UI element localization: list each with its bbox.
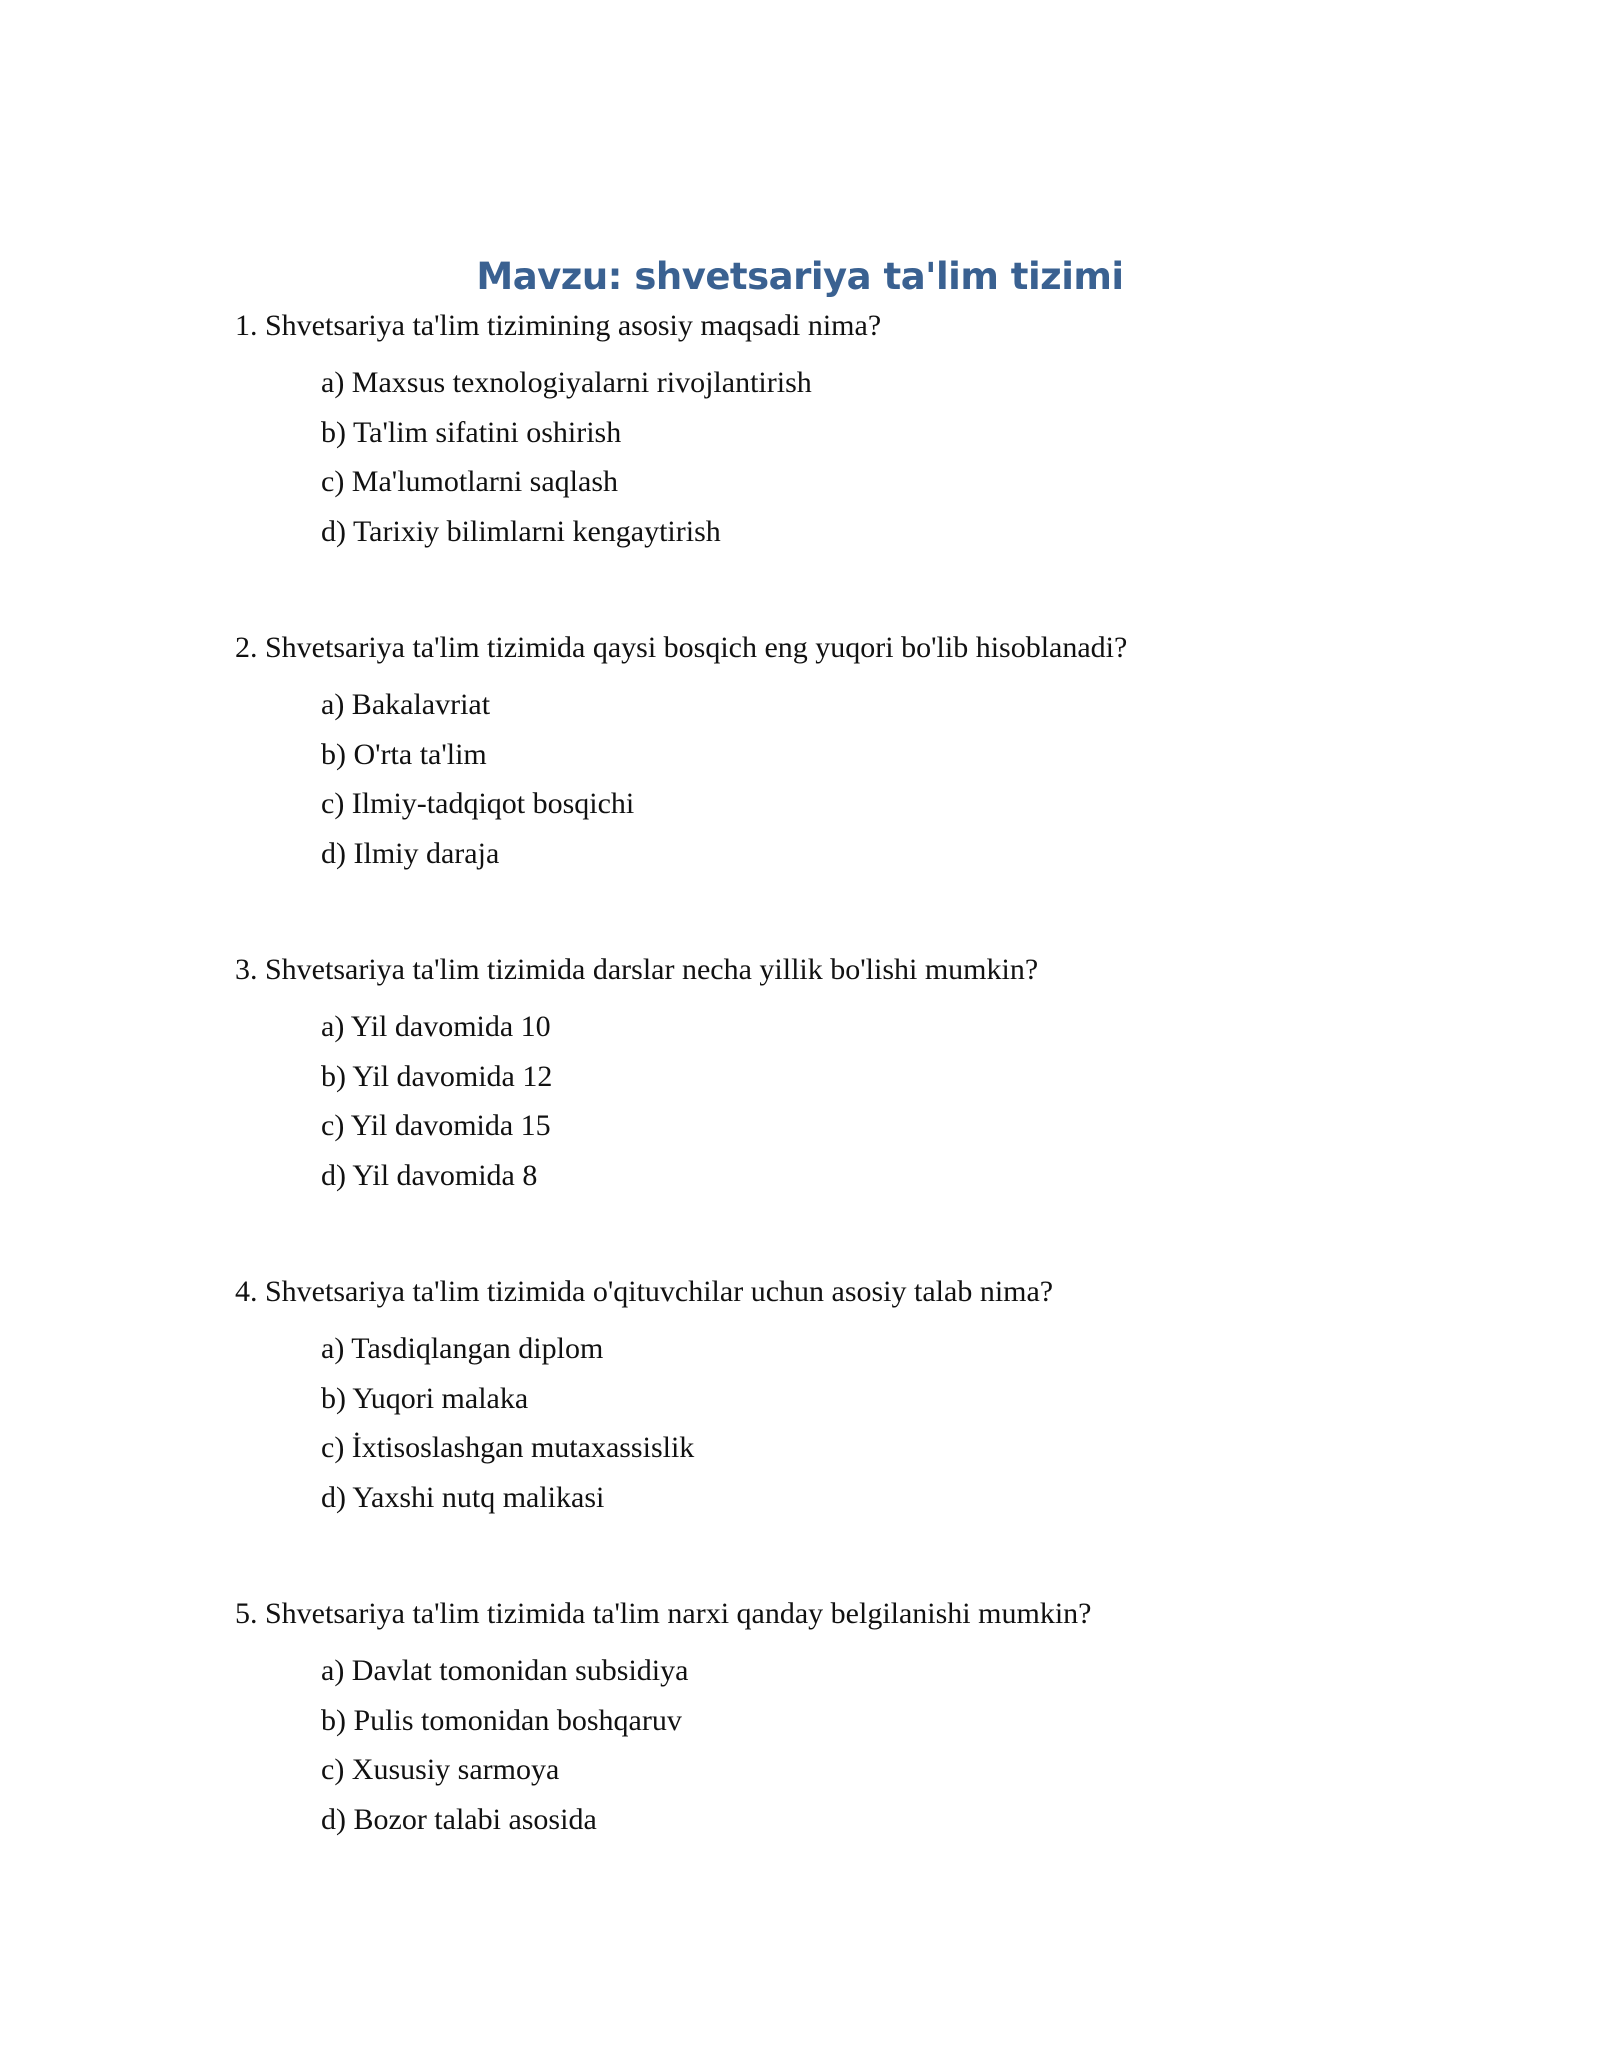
option-d: d) Ilmiy daraja (321, 836, 500, 870)
question-text: 5. Shvetsariya ta'lim tizimida ta'lim narxi qanday belgilanishi mumkin? (235, 1597, 1092, 1630)
question-block (235, 628, 1435, 883)
options-list (321, 1651, 1435, 1840)
option-d: d) Yil davomida 8 (321, 1158, 538, 1192)
option-a: a) Maxsus texnologiyalarni rivojlantirish (321, 366, 812, 399)
question-block (235, 1594, 1435, 1849)
option-b: b) O'rta ta'lim (321, 737, 487, 771)
option-c: c) Yil davomida 15 (321, 1109, 551, 1142)
question-block (235, 950, 1435, 1205)
option-a: a) Tasdiqlangan diplom (321, 1332, 604, 1365)
option-c: c) Xususiy sarmoya (321, 1753, 560, 1786)
option-d: d) Yaxshi nutq malikasi (321, 1480, 605, 1514)
option-b: b) Yil davomida 12 (321, 1059, 553, 1093)
option-a: a) Bakalavriat (321, 688, 491, 721)
option-d: d) Bozor talabi asosida (321, 1802, 597, 1836)
option-b: b) Pulis tomonidan boshqaruv (321, 1703, 682, 1737)
option-a: a) Yil davomida 10 (321, 1010, 551, 1043)
option-b: b) Ta'lim sifatini oshirish (321, 415, 622, 449)
option-c: c) İxtisoslashgan mutaxassislik (321, 1431, 695, 1464)
options-list (321, 685, 1435, 874)
option-c: c) Ma'lumotlarni saqlash (321, 465, 618, 498)
document-title: Mavzu: shvetsariya ta'lim tizimi (476, 255, 1124, 298)
option-c: c) Ilmiy-tadqiqot bosqichi (321, 787, 635, 820)
options-list (321, 1329, 1435, 1518)
options-list (321, 363, 1435, 552)
question-text: 1. Shvetsariya ta'lim tizimining asosiy maqsadi nima? (235, 309, 882, 342)
option-b: b) Yuqori malaka (321, 1381, 529, 1415)
option-d: d) Tarixiy bilimlarni kengaytirish (321, 514, 721, 548)
option-a: a) Davlat tomonidan subsidiya (321, 1654, 689, 1687)
options-list (321, 1007, 1435, 1196)
question-text: 2. Shvetsariya ta'lim tizimida qaysi bosqich eng yuqori bo'lib hisoblanadi? (235, 631, 1128, 664)
question-block (235, 1272, 1435, 1527)
question-block (235, 306, 1435, 561)
question-text: 3. Shvetsariya ta'lim tizimida darslar necha yillik bo'lishi mumkin? (235, 953, 1039, 986)
question-text: 4. Shvetsariya ta'lim tizimida o'qituvchilar uchun asosiy talab nima? (235, 1275, 1054, 1308)
